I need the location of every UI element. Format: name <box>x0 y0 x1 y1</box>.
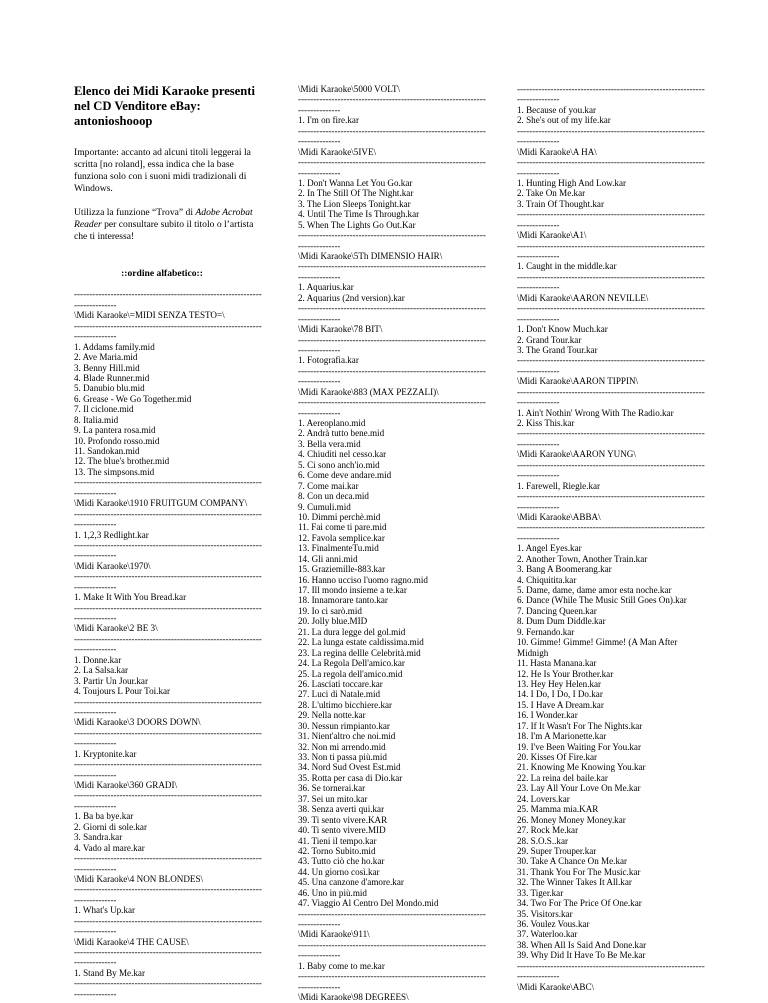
list-line: -------------------------------------------------------------- <box>74 571 262 582</box>
list-line: -------------------------------------------------------------- <box>74 539 262 550</box>
list-line: -------------- <box>298 376 341 387</box>
list-line: -------------------------------------------------------------- <box>298 334 486 345</box>
list-line: -------------- <box>74 894 117 905</box>
list-line: -------------------------------------------------------------- <box>517 157 705 168</box>
list-line: -------------- <box>74 957 117 968</box>
list-line: -------------- <box>74 738 117 749</box>
list-line: 29. Nella notte.kar <box>298 710 366 721</box>
list-line: 7. Il ciclone.mid <box>74 404 134 415</box>
list-line: -------------- <box>74 769 117 780</box>
list-line: -------------- <box>74 331 117 342</box>
list-line: 31. Thank You For The Music.kar <box>517 866 641 877</box>
list-line: 12. Favola semplice.kar <box>298 532 385 543</box>
list-line: 36. Se tornerai.kar <box>298 783 366 794</box>
list-line: 2. Andrà tutto bene.mid <box>298 428 385 439</box>
document-title: Elenco dei Midi Karaoke presenti nel CD Venditore eBay: antonioshooop <box>74 84 255 128</box>
list-line: 28. S.O.S..kar <box>517 835 569 846</box>
list-line: \Midi Karaoke\=MIDI SENZA TESTO=\ <box>74 310 225 321</box>
list-line: -------------- <box>517 365 560 376</box>
list-line: -------------- <box>74 644 117 655</box>
list-line: \Midi Karaoke\ABC\ <box>517 981 595 992</box>
intro-paragraph-1: Importante: accanto ad alcuni titoli leggerai la scritta [no roland], essa indica che la base funziona solo con i suoni midi tradizionali di Windows. <box>74 147 251 194</box>
list-line: 2. Giorni di sole.kar <box>74 821 147 832</box>
list-line: 17. If It Wasn't For The Nights.kar <box>517 720 643 731</box>
list-line: 23. Lay All Your Love On Me.kar <box>517 783 641 794</box>
list-line: -------------------------------------------------------------- <box>298 939 486 950</box>
list-line: 1. I'm on fire.kar <box>298 115 359 126</box>
list-line: -------------- <box>74 800 117 811</box>
list-line: -------------- <box>517 94 560 105</box>
intro-paragraph-2 <box>74 207 264 243</box>
list-line: 27. Rock Me.kar <box>517 825 579 836</box>
column-2 <box>298 84 486 1003</box>
list-line: -------------------------------------------------------------- <box>74 320 262 331</box>
list-line: 18. Innamorare tanto.kar <box>298 595 388 606</box>
list-line: 13. Hey Hey Helen.kar <box>517 678 602 689</box>
list-line: 3. The Grand Tour.kar <box>517 344 598 355</box>
list-line: 1. Make It With You Bread.kar <box>74 592 187 603</box>
list-column-3 <box>517 84 705 992</box>
list-line: 32. Non mi arrendo.mid <box>298 741 386 752</box>
list-line: 30. Take A Chance On Me.kar <box>517 856 628 867</box>
list-line: -------------- <box>298 136 341 147</box>
list-line: 40. Ti sento vivere.MID <box>298 825 386 836</box>
list-line: -------------- <box>74 581 117 592</box>
list-line: 5. Dame, dame, dame amor esta noche.kar <box>517 585 672 595</box>
list-line: -------------------------------------------------------------- <box>74 508 262 519</box>
list-line: -------------- <box>298 271 341 282</box>
list-line: -------------------------------------------------------------- <box>517 84 705 94</box>
list-column-2 <box>298 84 486 1003</box>
list-line: 9. Fernando.kar <box>517 626 575 637</box>
list-line: \Midi Karaoke\78 BIT\ <box>298 324 383 335</box>
list-line: 21. Knowing Me Knowing You.kar <box>517 762 646 773</box>
list-line: -------------------------------------------------------------- <box>298 397 486 408</box>
list-line: 2. In The Still Of The Night.kar <box>298 188 414 199</box>
list-line: 25. Mamma mia.KAR <box>517 804 599 815</box>
list-line: -------------- <box>517 470 560 481</box>
list-line: -------------------------------------------------------------- <box>517 522 705 533</box>
list-line: -------------- <box>298 950 341 961</box>
list-line: \Midi Karaoke\AARON NEVILLE\ <box>517 292 649 303</box>
list-line: -------------- <box>298 344 341 355</box>
list-line: -------------------------------------------------------------- <box>74 853 262 864</box>
list-line: 13. The simpsons.mid <box>74 466 155 477</box>
list-line: 2. Take On Me.kar <box>517 188 586 199</box>
list-line: \Midi Karaoke\4 NON BLONDES\ <box>74 873 204 884</box>
list-line: 39. Ti sento vivere.KAR <box>298 814 388 825</box>
list-line: 2. Aquarius (2nd version).kar <box>298 292 405 303</box>
list-line: \Midi Karaoke\2 BE 3\ <box>74 623 158 634</box>
list-line: 3. Sandra.kar <box>74 832 123 843</box>
list-line: -------------------------------------------------------------- <box>517 271 705 282</box>
list-line: 1. Addams family.mid <box>74 341 155 352</box>
list-line: \Midi Karaoke\A1\ <box>517 230 587 241</box>
list-line: 14. Gli anni.mid <box>298 553 358 564</box>
list-line: \Midi Karaoke\5Th DIMENSIO HAIR\ <box>298 251 443 261</box>
list-line: 23. La regina dellle Celebrità.mid <box>298 647 421 658</box>
list-line: -------------- <box>517 136 560 147</box>
list-line: 22. La lunga estate caldissima.mid <box>298 637 424 648</box>
list-line: \Midi Karaoke\AARON YUNG\ <box>517 449 636 460</box>
list-line: -------------- <box>517 219 560 230</box>
list-line: \Midi Karaoke\1910 FRUITGUM COMPANY\ <box>74 498 248 509</box>
list-line: 3. The Lion Sleeps Tonight.kar <box>298 198 411 209</box>
list-line: 17. Ill mondo insieme a te.kar <box>298 585 407 595</box>
list-line: 8. Dum Dum Diddle.kar <box>517 616 606 627</box>
list-line: \Midi Karaoke\911\ <box>298 929 370 940</box>
list-line: 1. Aereoplano.mid <box>298 418 366 428</box>
intro-text-c: per consultare subito il titolo o l’artista che ti interessa! <box>74 219 254 242</box>
list-line: -------------- <box>517 251 560 261</box>
list-line: 1. Baby come to me.kar <box>298 960 385 971</box>
list-line: 8. Con un deca.mid <box>298 491 369 502</box>
list-line: -------------------------------------------------------------- <box>74 289 262 300</box>
column-1 <box>74 84 262 999</box>
list-line: -------------- <box>517 501 560 512</box>
list-line: 1. Farewell, Riegle.kar <box>517 480 601 491</box>
list-line: 1. 1,2,3 Redlight.kar <box>74 529 149 540</box>
list-line: \Midi Karaoke\4 THE CAUSE\ <box>74 936 189 947</box>
list-line: 5. When The Lights Go Out.Kar <box>298 219 416 230</box>
list-line: -------------------------------------------------------------- <box>74 915 262 926</box>
list-line: 1. Angel Eyes.kar <box>517 543 582 554</box>
list-line: 47. Viaggio Al Centro Del Mondo.mid <box>298 898 439 909</box>
list-line: 11. Hasta Manana.kar <box>517 658 597 669</box>
list-line: 16. Hanno ucciso l'uomo ragno.mid <box>298 574 428 585</box>
list-line: 21. La dura legge del gol.mid <box>298 626 406 637</box>
list-line: 7. Dancing Queen.kar <box>517 605 597 616</box>
list-line: 10. Profondo rosso.mid <box>74 435 160 446</box>
list-line: -------------------------------------------------------------- <box>517 209 705 220</box>
list-line: 43. Tutto ciò che ho.kar <box>298 856 385 867</box>
list-line: 1. Because of you.kar <box>517 104 597 115</box>
list-line: 2. Kiss This.kar <box>517 418 575 428</box>
list-line: 36. Voulez Vous.kar <box>517 919 590 929</box>
list-line: 39. Why Did It Have To Be Me.kar <box>517 950 646 961</box>
list-line: 44. Un giorno così.kar <box>298 866 380 877</box>
list-line: -------------- <box>74 550 117 561</box>
list-line: -------------------------------------------------------------- <box>298 94 486 105</box>
list-line: 8. Italia.mid <box>74 414 119 425</box>
list-line: -------------------------------------------------------------- <box>74 696 262 707</box>
list-line: 24. La Regola Dell'amico.kar <box>298 658 405 669</box>
list-line: 12. The blue's brother.mid <box>74 456 170 467</box>
list-line: 37. Waterloo.kar <box>517 929 578 940</box>
list-line: -------------------------------------------------------------- <box>517 459 705 470</box>
list-line: -------------------------------------------------------------- <box>517 355 705 366</box>
list-line: 20. Jolly blue.MID <box>298 616 368 627</box>
list-line: 5. Danubio blu.mid <box>74 383 145 394</box>
list-line: 41. Tieni il tempo.kar <box>298 835 377 846</box>
list-line: -------------------------------------------------------------- <box>74 759 262 770</box>
list-line: -------------------------------------------------------------- <box>517 491 705 502</box>
list-line: -------------------------------------------------------------- <box>74 790 262 801</box>
list-line: -------------- <box>74 487 117 498</box>
list-line: -------------------------------------------------------------- <box>517 125 705 136</box>
list-line: 9. La pantera rosa.mid <box>74 425 156 436</box>
list-line: -------------- <box>298 313 341 324</box>
list-line: -------------------------------------------------------------- <box>74 727 262 738</box>
list-line: -------------- <box>517 532 560 543</box>
list-line: -------------- <box>74 926 117 937</box>
list-line: 31. Nient'altro che noi.mid <box>298 731 396 742</box>
list-line: 2. Ave Maria.mid <box>74 352 138 363</box>
list-line: 28. L'ultimo bicchiere.kar <box>298 699 393 710</box>
list-line: -------------- <box>298 104 341 115</box>
list-line: 42. Torno Subito.mid <box>298 845 376 856</box>
list-line: 20. Kisses Of Fire.kar <box>517 752 598 762</box>
list-line: 1. What's Up.kar <box>74 905 136 916</box>
list-line: -------------- <box>74 299 117 310</box>
list-line: -------------- <box>517 282 560 293</box>
list-line: -------------------------------------------------------------- <box>298 971 486 982</box>
list-line: -------------------------------------------------------------- <box>517 386 705 397</box>
list-line: 6. Grease - We Go Together.mid <box>74 393 192 404</box>
list-line: -------------------------------------------------------------- <box>74 978 262 989</box>
list-line: 3. Partir Un Jour.kar <box>74 675 149 686</box>
list-line: -------------- <box>298 919 341 929</box>
list-line: -------------- <box>298 407 341 418</box>
list-line: -------------- <box>74 706 117 717</box>
list-line: 11. Fai come ti pare.mid <box>298 522 387 533</box>
list-line: 15. I Have A Dream.kar <box>517 699 604 710</box>
list-line: Midnigh <box>517 647 549 658</box>
list-line: -------------------------------------------------------------- <box>298 261 486 272</box>
list-line: -------------- <box>517 313 560 324</box>
list-line: 35. Visitors.kar <box>517 908 573 919</box>
list-line: -------------- <box>298 981 341 992</box>
list-line: 27. Luci di Natale.mid <box>298 689 381 700</box>
list-line: 1. Ain't Nothin' Wrong With The Radio.kar <box>517 407 674 418</box>
list-line: -------------------------------------------------------------- <box>74 477 262 488</box>
list-line: \Midi Karaoke\5000 VOLT\ <box>298 84 401 94</box>
list-line: 30. Nessun rimpianto.kar <box>298 720 390 731</box>
list-line: \Midi Karaoke\360 GRADI\ <box>74 780 178 791</box>
list-line: 11. Sandokan.mid <box>74 446 140 457</box>
list-line: \Midi Karaoke\ABBA\ <box>517 511 601 522</box>
list-column-1 <box>74 289 262 999</box>
list-line: 33. Non ti passa più.mid <box>298 752 387 762</box>
list-line: -------------- <box>517 397 560 408</box>
list-line: -------------------------------------------------------------- <box>298 365 486 376</box>
list-line: 26. Lasciati toccare.kar <box>298 678 383 689</box>
list-line: 1. Caught in the middle.kar <box>517 261 617 272</box>
intro-text-app: Adobe Acrobat Reader <box>74 207 253 230</box>
list-line: 4. Blade Runner.mid <box>74 372 150 383</box>
list-line: \Midi Karaoke\A HA\ <box>517 146 597 157</box>
list-line: 7. Come mai.kar <box>298 480 359 491</box>
list-line: 35. Rotta per casa di Dio.kar <box>298 772 403 783</box>
list-line: -------------------------------------------------------------- <box>517 303 705 314</box>
list-line: 13. FinalmenteTu.mid <box>298 543 379 554</box>
list-line: \Midi Karaoke\5IVE\ <box>298 146 377 157</box>
list-line: 4. Toujours L Pour Toi.kar <box>74 686 171 697</box>
list-line: 6. Come deve andare.mid <box>298 470 392 481</box>
list-line: -------------------------------------------------------------- <box>298 230 486 241</box>
list-line: 26. Money Money Money.kar <box>517 814 626 825</box>
list-line: -------------------------------------------------------------- <box>74 947 262 958</box>
list-line: 1. Stand By Me.kar <box>74 967 145 978</box>
list-line: 4. Vado al mare.kar <box>74 842 145 853</box>
list-line: -------------- <box>517 438 560 449</box>
list-line: \Midi Karaoke\883 (MAX PEZZALI)\ <box>298 386 439 397</box>
list-line: 33. Tiger.kar <box>517 887 564 898</box>
alphabetical-order-heading: ::ordine alfabetico:: <box>121 268 203 279</box>
list-line: 4. Until The Time Is Through.kar <box>298 209 420 220</box>
list-line: 18. I'm A Marionette.kar <box>517 731 607 742</box>
list-line: 1. Don't Wanna Let You Go.kar <box>298 177 413 188</box>
list-line: -------------------------------------------------------------- <box>517 240 705 251</box>
list-line: 3. Train Of Thought.kar <box>517 198 604 209</box>
list-line: \Midi Karaoke\AARON TIPPIN\ <box>517 376 639 387</box>
list-line: 15. Graziemille-883.kar <box>298 564 386 575</box>
list-line: 34. Nord Sud Ovest Est.mid <box>298 762 401 773</box>
list-line: -------------------------------------------------------------- <box>298 303 486 314</box>
list-line: 19. I've Been Waiting For You.kar <box>517 741 641 752</box>
list-line: 19. Io ci sarò.mid <box>298 605 362 616</box>
list-line: 4. Chiquitita.kar <box>517 574 577 585</box>
list-line: 4. Chiuditi nel cesso.kar <box>298 449 387 460</box>
list-line: 2. La Salsa.kar <box>74 665 129 676</box>
list-line: 1. Fotografia.kar <box>298 355 359 366</box>
list-line: 1. Donne.kar <box>74 654 122 665</box>
list-line: 6. Dance (While The Music Still Goes On).kar <box>517 595 687 606</box>
list-line: -------------- <box>74 988 117 999</box>
list-line: -------------- <box>298 167 341 178</box>
list-line: -------------------------------------------------------------- <box>298 125 486 136</box>
list-line: 32. The Winner Takes It All.kar <box>517 877 632 888</box>
list-line: 22. La reina del baile.kar <box>517 772 608 783</box>
list-line: 3. Bang A Boomerang.kar <box>517 564 612 575</box>
list-line: -------------------------------------------------------------- <box>74 633 262 644</box>
list-line: 46. Uno in più.mid <box>298 887 367 898</box>
list-line: -------------------------------------------------------------- <box>74 602 262 613</box>
list-line: 3. Bella vera.mid <box>298 438 361 449</box>
list-line: 38. Senza averti qui.kar <box>298 804 385 815</box>
list-line: 24. Lovers.kar <box>517 793 570 804</box>
list-line: 9. Cumuli.mid <box>298 501 351 512</box>
list-line: \Midi Karaoke\3 DOORS DOWN\ <box>74 717 201 728</box>
list-line: 1. Aquarius.kar <box>298 282 354 293</box>
list-line: 10. Gimme! Gimme! Gimme! (A Man After <box>517 637 678 648</box>
list-line: 2. Grand Tour.kar <box>517 334 582 345</box>
list-line: 2. She's out of my life.kar <box>517 115 611 126</box>
list-line: 38. When All Is Said And Done.kar <box>517 939 647 950</box>
list-line: 1. Ba ba bye.kar <box>74 811 134 822</box>
list-line: \Midi Karaoke\98 DEGREES\ <box>298 992 409 1003</box>
list-line: -------------------------------------------------------------- <box>517 428 705 439</box>
list-line: 14. I Do, I Do, I Do.kar <box>517 689 603 700</box>
list-line: -------------- <box>74 519 117 530</box>
list-line: 45. Una canzone d'amore.kar <box>298 877 404 888</box>
list-line: -------------- <box>74 863 117 874</box>
intro-text-a: Utilizza la funzione “Trova” di <box>74 207 196 218</box>
list-line: 12. He Is Your Brother.kar <box>517 668 614 679</box>
list-line: 37. Sei un mito.kar <box>298 793 368 804</box>
list-line: 2. Another Town, Another Train.kar <box>517 553 648 564</box>
list-line: -------------- <box>517 971 560 982</box>
list-line: 29. Super Trouper.kar <box>517 845 597 856</box>
list-line: 10. Dimmi perchè.mid <box>298 511 381 522</box>
list-line: -------------------------------------------------------------- <box>517 960 705 971</box>
list-line: 34. Two For The Price Of One.kar <box>517 898 642 909</box>
list-line: \Midi Karaoke\1970\ <box>74 560 151 571</box>
list-line: 1. Don't Know Much.kar <box>517 324 608 335</box>
list-line: 16. I Wonder.kar <box>517 710 578 721</box>
list-line: -------------- <box>298 240 341 251</box>
column-3 <box>517 84 705 992</box>
list-line: -------------------------------------------------------------- <box>74 884 262 895</box>
list-line: 3. Benny Hill.mid <box>74 362 140 373</box>
list-line: -------------- <box>517 167 560 178</box>
list-line: -------------------------------------------------------------- <box>298 157 486 168</box>
list-line: -------------------------------------------------------------- <box>298 908 486 919</box>
list-line: 25. La regola dell'amico.mid <box>298 668 403 679</box>
list-line: 1. Kryptonite.kar <box>74 748 137 759</box>
list-line: -------------- <box>74 613 117 624</box>
list-line: 5. Ci sono anch'io.mid <box>298 459 380 470</box>
list-line: 1. Hunting High And Low.kar <box>517 177 627 188</box>
